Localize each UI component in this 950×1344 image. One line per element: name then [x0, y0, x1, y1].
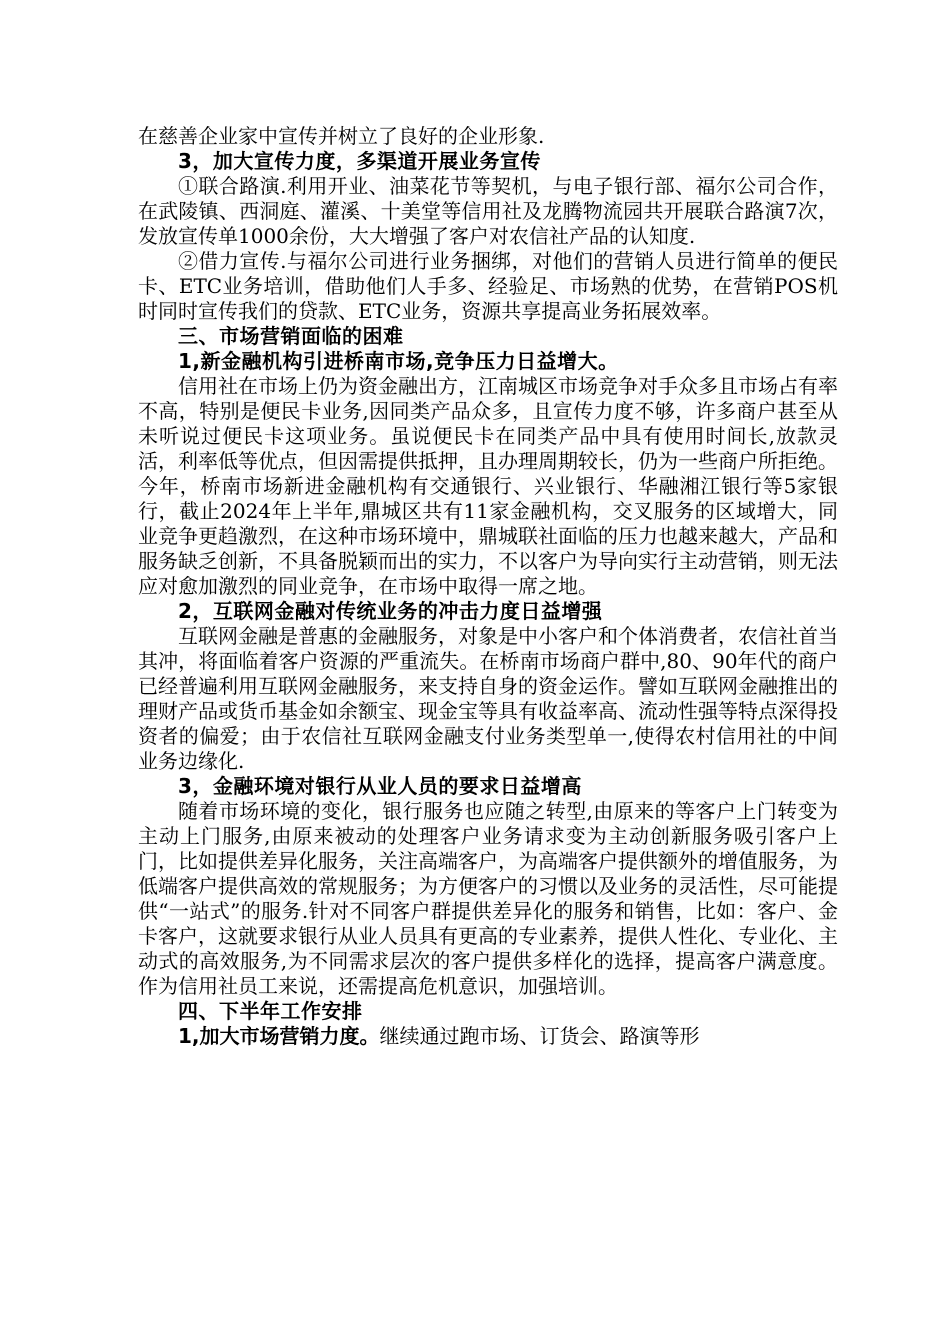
marketing-plan-lead: 1,加大市场营销力度。 — [178, 1024, 380, 1048]
heading-section-four: 四、下半年工作安排 — [178, 999, 363, 1023]
heading-publicity: 3，加大宣传力度，多渠道开展业务宣传 — [178, 149, 541, 173]
paragraph-borrowed-publicity: ②借力宣传.与福尔公司进行业务捆绑，对他们的营销人员进行简单的便民卡、ETC业务培训，借助他们人手多、经验足、市场熟的优势，在营销POS机时同时宣传我们的贷款、ETC业务，资源共享提高业务拓展效率。 — [138, 249, 838, 323]
heading-new-institutions: 1,新金融机构引进桥南市场,竞争压力日益增大。 — [178, 349, 619, 373]
paragraph-staff-requirements: 随着市场环境的变化，银行服务也应随之转型,由原来的等客户上门转变为主动上门服务,由原来被动的处理客户业务请求变为主动创新服务吸引客户上门，比如提供差异化服务，关注高端客户，为高端客户提供额外的增值服务，为低端客户提供高效的常规服务；为方便客户的习惯以及业务的灵活性，尽可能提供“一站式”的服务.针对不同客户群提供差异化的服务和销售，比如：客户、金卡客户，这就要求银行从业人员具有更高的专业素养，提供人性化、专业化、主动式的高效服务,为不同需求层次的客户提供多样化的选择，提高客户满意度。作为信用社员工来说，还需提高危机意识，加强培训。 — [138, 799, 838, 998]
paragraph-competition: 信用社在市场上仍为资金融出方，江南城区市场竞争对手众多且市场占有率不高，特别是便民卡业务,因同类产品众多，且宣传力度不够，许多商户甚至从未听说过便民卡这项业务。虽说便民卡在同类产品中具有使用时间长,放款灵活，利率低等优点，但因需提供抵押，且办理周期较长，仍为一些商户所拒绝。今年，桥南市场新进金融机构有交通银行、兴业银行、华融湘江银行等5家银行，截止2024年上半年,鼎城区共有11家金融机构，交叉服务的区域增大，同业竞争更趋激烈，在这种市场环境中，鼎城联社面临的压力也越来越大，产品和服务缺乏创新，不具备脱颖而出的实力，不以客户为导向实行主动营销，则无法应对愈加激烈的同业竞争，在市场中取得一席之地。 — [138, 374, 838, 598]
heading-staff-requirements: 3，金融环境对银行从业人员的要求日益增高 — [178, 774, 582, 798]
paragraph-internet-finance: 互联网金融是普惠的金融服务，对象是中小客户和个体消费者，农信社首当其冲，将面临着客户资源的严重流失。在桥南市场商户群中,80、90年代的商户已经普遍利用互联网金融服务，来支持自身的资金运作。譬如互联网金融推出的理财产品或货币基金如余额宝、现金宝等具有收益率高、流动性强等特点深得投资者的偏爱；由于农信社互联网金融支付业务类型单一,使得农村信用社的中间业务边缘化. — [138, 624, 838, 773]
paragraph-roadshow: ①联合路演.利用开业、油菜花节等契机，与电子银行部、福尔公司合作，在武陵镇、西洞庭、灌溪、十美堂等信用社及龙腾物流园共开展联合路演7次，发放宣传单1000余份，大大增强了客户对农信社产品的认知度. — [138, 174, 838, 248]
paragraph-marketing-plan — [138, 1024, 838, 1049]
document-page — [138, 124, 838, 1049]
heading-internet-finance: 2，互联网金融对传统业务的冲击力度日益增强 — [178, 599, 603, 623]
marketing-plan-text: 继续通过跑市场、订货会、路演等形 — [379, 1024, 700, 1048]
paragraph-intro-tail: 在慈善企业家中宣传并树立了良好的企业形象. — [138, 124, 545, 148]
heading-section-three: 三、市场营销面临的困难 — [178, 324, 404, 348]
